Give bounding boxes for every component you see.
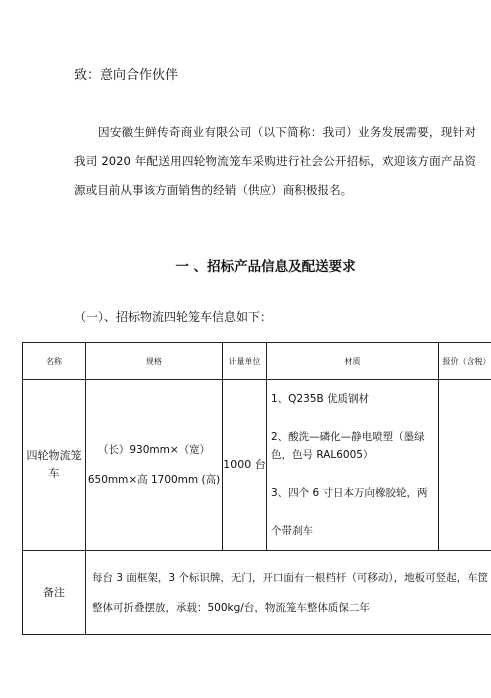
material-item-3: 3、四个 6 寸日本万向橡胶轮，两个带刹车 xyxy=(271,487,428,537)
spec-line-1: （长）930mm×（宽） xyxy=(97,444,211,456)
header-unit: 计量单位 xyxy=(223,343,267,380)
material-item-2: 2、酸洗—磷化—静电喷塑（墨绿色，色号 RAL6005） xyxy=(271,431,425,461)
section-heading: 一 、招标产品信息及配送要求 xyxy=(175,259,356,275)
sub-heading: （一）、招标物流四轮笼车信息如下： xyxy=(74,310,273,324)
cell-unit: 1000 台 xyxy=(223,380,267,551)
intro-paragraph: 因安徽生鲜传奇商业有限公司（以下简称：我司）业务发展需要，现针对我司 2020 年配送用四轮物流笼车采购进行社会公开招标，欢迎该方面产品资源或目前从事该方面销售的经销（供应）商积极报名。 xyxy=(74,125,476,197)
cell-name: 四轮物流笼车 xyxy=(23,380,86,551)
header-price: 报价（含税） xyxy=(439,343,491,380)
table-header-row xyxy=(23,343,491,380)
table-row xyxy=(23,380,491,551)
greeting: 致：意向合作伙伴 xyxy=(74,68,179,83)
cell-material xyxy=(267,380,439,551)
cell-price xyxy=(439,380,491,551)
spec-line-2: 650mm×高 1700mm (高) xyxy=(87,474,221,486)
cell-spec xyxy=(86,380,223,551)
header-material: 材质 xyxy=(267,343,439,380)
header-spec: 规格 xyxy=(86,343,223,380)
note-cell xyxy=(86,551,491,635)
table-note-row xyxy=(23,551,491,635)
note-text: 每台 3 面框架，3 个标识牌，无门，开口面有一根档杆（可移动），地板可竖起，车筐整体可折叠摆放，承载：500kg/台，物流笼车整体质保二年 xyxy=(92,571,489,614)
material-item-1: 1、Q235B 优质钢材 xyxy=(271,393,370,405)
header-name: 名称 xyxy=(23,343,86,380)
bid-product-table xyxy=(22,342,491,635)
note-label: 备注 xyxy=(23,551,86,635)
